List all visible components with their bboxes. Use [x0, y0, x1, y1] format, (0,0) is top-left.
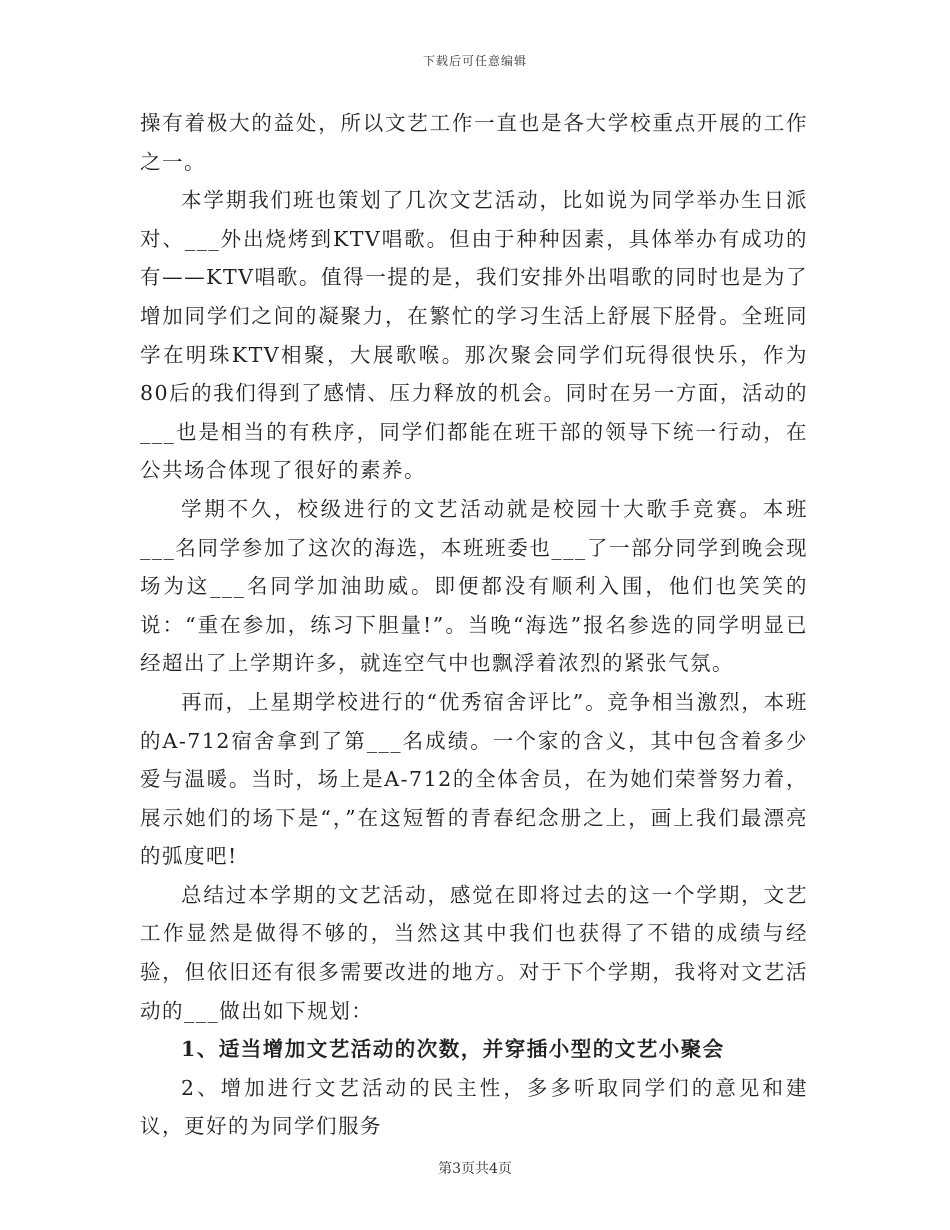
paragraph-class-activities: 本学期我们班也策划了几次文艺活动，比如说为同学举办生日派对、___外出烧烤到KTV唱歌。但由于种种因素，具体举办有成功的有——KTV唱歌。值得一提的是，我们安排外出唱歌的同时也是为了增加同学们之间的凝聚力，在繁忙的学习生活上舒展下胫骨。全班同学在明珠KTV相聚，大展歌喉。那次聚会同学们玩得很快乐，作为80后的我们得到了感情、压力释放的机会。同时在另一方面，活动的___也是相当的有秩序，同学们都能在班干部的领导下统一行动，在公共场合体现了很好的素养。: [140, 188, 808, 483]
paragraph-summary: 总结过本学期的文艺活动，感觉在即将过去的这一个学期，文艺工作显然是做得不够的，当然这其中我们也获得了不错的成绩与经验，但依旧还有很多需要改进的地方。对于下个学期，我将对文艺活动的___做出如下规划：: [140, 882, 808, 1023]
plan-item-2: 2、增加进行文艺活动的民主性，多多听取同学们的意见和建议，更好的为同学们服务: [140, 1075, 808, 1139]
page-header: 下载后可任意编辑: [422, 54, 527, 68]
paragraph-continuation: 操有着极大的益处，所以文艺工作一直也是各大学校重点开展的工作之一。: [140, 111, 808, 174]
paragraph-singer-contest: 学期不久，校级进行的文艺活动就是校园十大歌手竞赛。本班___名同学参加了这次的海选，本班班委也___了一部分同学到晚会现场为这___名同学加油助威。即便都没有顺利入围，他们也笑笑的说：“重在参加，练习下胆量!”。当晚“海选”报名参选的同学明显已经超出了上学期许多，就连空气中也飘浮着浓烈的紧张气氛。: [140, 496, 808, 676]
page-footer: 第3页共4页: [438, 1161, 512, 1177]
plan-item-1: 1、适当增加文艺活动的次数，并穿插小型的文艺小聚会: [181, 1037, 725, 1062]
document-body: [140, 104, 808, 1146]
paragraph-dorm-evaluation: 再而，上星期学校进行的“优秀宿舍评比”。竞争相当激烈，本班的A-712宿舍拿到了第___名成绩。一个家的含义，其中包含着多少爱与温暖。当时，场上是A-712的全体舍员，在为她们荣誉努力着，展示她们的场下是“，”在这短暂的青春纪念册之上，画上我们最漂亮的弧度吧!: [140, 689, 808, 869]
